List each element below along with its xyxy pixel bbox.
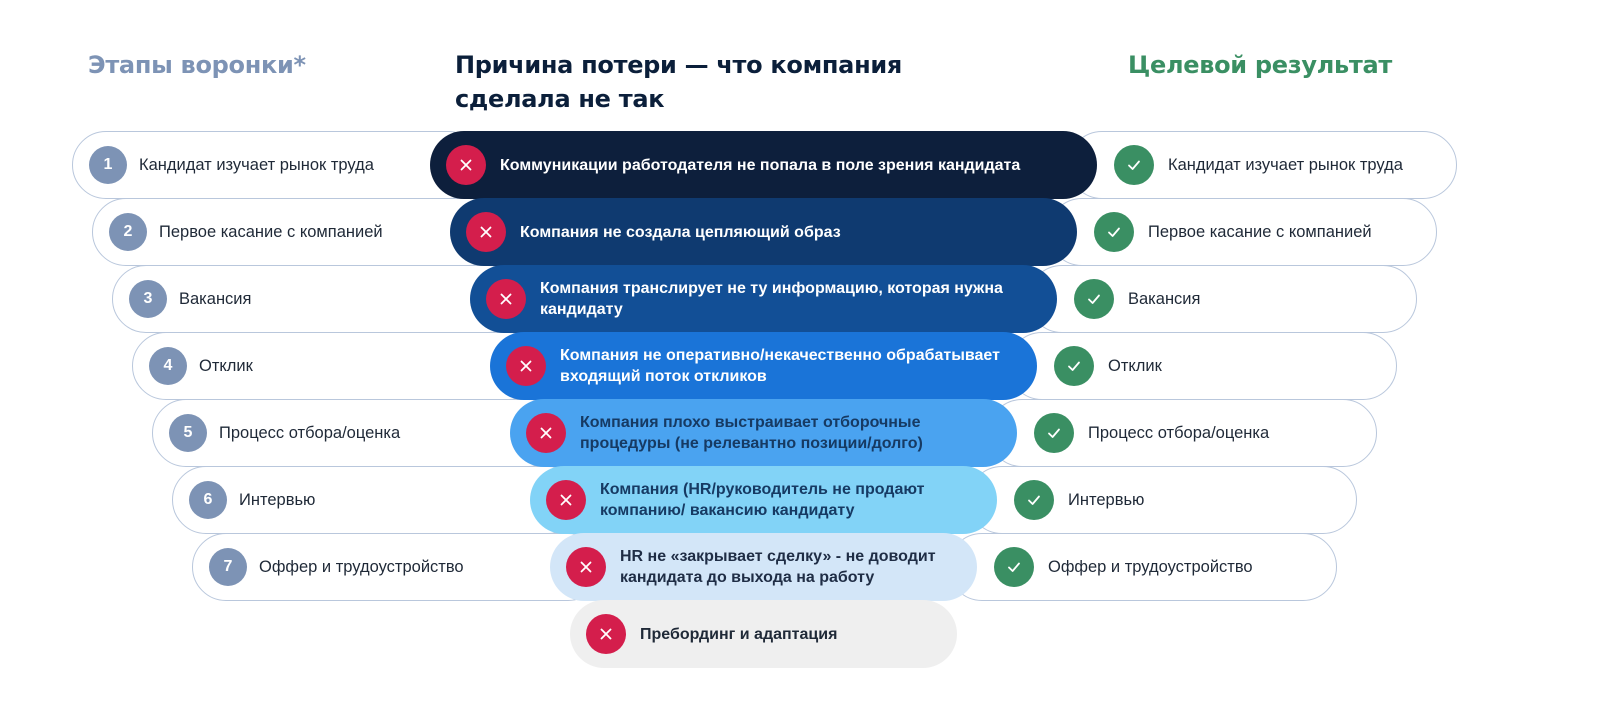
loss-reason-text: Пребординг и адаптация (640, 625, 838, 643)
loss-reason (490, 332, 1037, 400)
stage-label: Вакансия (179, 289, 252, 308)
target-label: Отклик (1108, 356, 1162, 375)
cross-icon (466, 212, 506, 252)
cross-icon (486, 279, 526, 319)
stage-number-badge: 7 (209, 548, 247, 586)
cross-icon (586, 614, 626, 654)
loss-reason-text: HR не «закрывает сделку» - не доводит кандидата до выхода на работу (620, 548, 936, 586)
target-result (1008, 332, 1397, 400)
target-result (1068, 131, 1457, 199)
loss-reason (530, 466, 997, 534)
check-icon (1034, 413, 1074, 453)
target-result (1048, 198, 1437, 266)
target-label: Вакансия (1128, 289, 1201, 308)
stage-label: Процесс отбора/оценка (219, 423, 401, 442)
funnel-stage (192, 533, 602, 601)
loss-reason (470, 265, 1057, 333)
cross-icon (546, 480, 586, 520)
target-label: Кандидат изучает рынок труда (1168, 155, 1403, 174)
loss-reason-text: Коммуникации работодателя не попала в поле зрения кандидата (500, 156, 1021, 174)
funnel-stage (132, 332, 542, 400)
stage-label: Интервью (239, 490, 316, 509)
loss-reason-header: Причина потери — что компания сделала не так (455, 51, 902, 113)
target-label: Процесс отбора/оценка (1088, 423, 1270, 442)
check-icon (1014, 480, 1054, 520)
funnel-stage (72, 131, 482, 199)
target-result (1028, 265, 1417, 333)
cross-icon (526, 413, 566, 453)
loss-reason-text: Компания плохо выстраивает отборочные процедуры (не релевантно позиции/долго) (580, 414, 923, 452)
funnel-stage (112, 265, 522, 333)
stage-number-badge: 5 (169, 414, 207, 452)
target-result-header: Целевой результат (1128, 51, 1392, 79)
loss-reason-text: Компания не оперативно/некачественно обрабатывает входящий поток откликов (560, 347, 1000, 385)
loss-reason (450, 198, 1077, 266)
stage-number-badge: 6 (189, 481, 227, 519)
stage-number-badge: 2 (109, 213, 147, 251)
loss-reason-text: Компания (HR/руководитель не продают компанию/ вакансию кандидату (600, 481, 925, 519)
loss-reason (510, 399, 1017, 467)
stage-number-badge: 1 (89, 146, 127, 184)
funnel-stage (152, 399, 562, 467)
loss-reason-text: Компания транслирует не ту информацию, которая нужна кандидату (540, 280, 1003, 318)
target-label: Оффер и трудоустройство (1048, 557, 1253, 576)
cross-icon (446, 145, 486, 185)
stage-number-badge: 3 (129, 280, 167, 318)
stage-number-badge: 4 (149, 347, 187, 385)
target-result (968, 466, 1357, 534)
funnel-stage (172, 466, 582, 534)
funnel-stage (92, 198, 502, 266)
target-result (948, 533, 1337, 601)
loss-reason (550, 533, 977, 601)
check-icon (1114, 145, 1154, 185)
check-icon (1094, 212, 1134, 252)
stage-label: Кандидат изучает рынок труда (139, 155, 374, 174)
target-result (988, 399, 1377, 467)
loss-reason (570, 600, 957, 668)
target-label: Интервью (1068, 490, 1145, 509)
loss-reason-text: Компания не создала цепляющий образ (520, 223, 841, 241)
check-icon (994, 547, 1034, 587)
stage-label: Отклик (199, 356, 253, 375)
cross-icon (566, 547, 606, 587)
stage-label: Первое касание с компанией (159, 222, 383, 241)
stage-label: Оффер и трудоустройство (259, 557, 464, 576)
target-label: Первое касание с компанией (1148, 222, 1372, 241)
check-icon (1054, 346, 1094, 386)
check-icon (1074, 279, 1114, 319)
stages-header: Этапы воронки* (88, 51, 306, 79)
cross-icon (506, 346, 546, 386)
loss-reason (430, 131, 1097, 199)
